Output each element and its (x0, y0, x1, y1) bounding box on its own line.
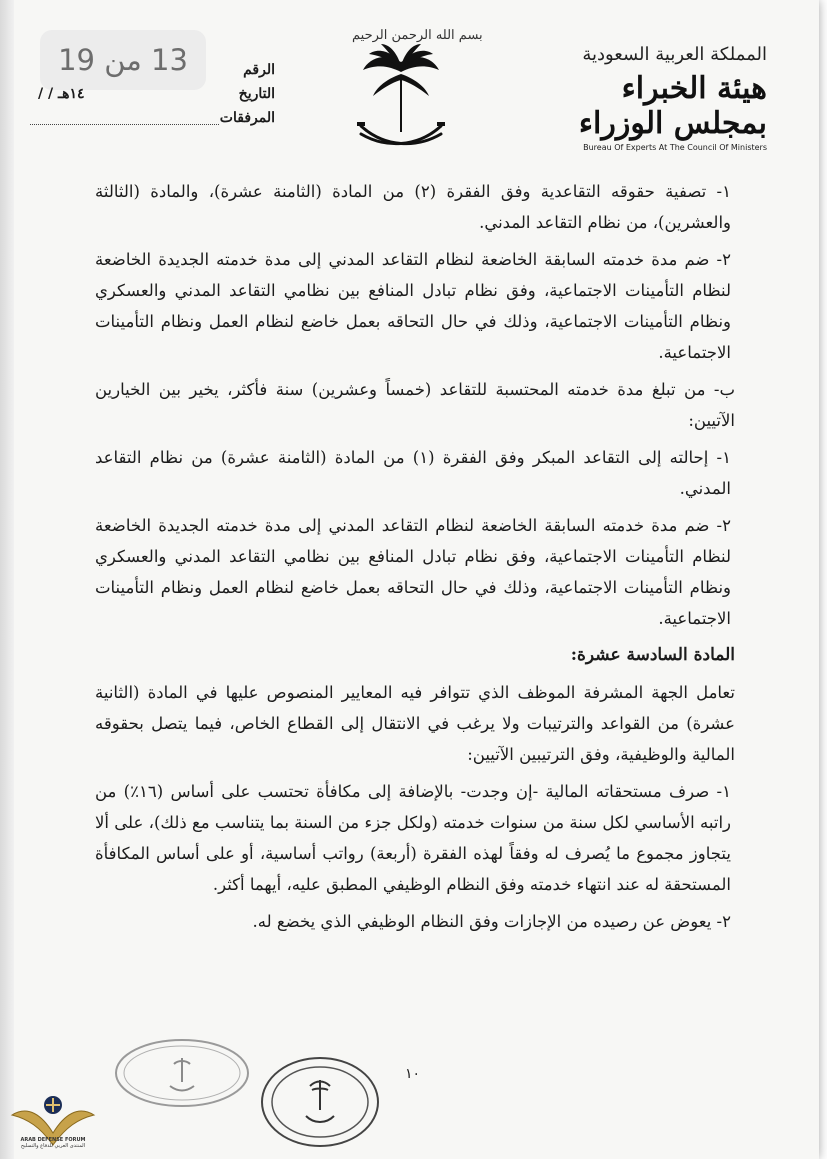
saudi-emblem-icon (355, 22, 447, 162)
date-row (30, 82, 275, 106)
reference-block (30, 58, 275, 130)
forum-name-english: ARAB DEFENSE FORUM (20, 1137, 86, 1143)
number-label: الرقم (243, 62, 275, 78)
official-stamp-center-icon (258, 1054, 382, 1150)
attachments-row (30, 106, 275, 130)
page-counter-text: 13 من 19 (58, 43, 188, 77)
article-intro: تعامل الجهة المشرفة الموظف الذي تتوافر فيه المعايير المنصوص عليها في المادة (الثانية عشرة) من القواعد والترتيبات ولا يرغب في الانتقال إلى القطاع الخاص، فيما يتصل بحقوقه المالية والوظيفية، وفق الترتيبين الآتيين: (95, 683, 735, 764)
clause-b2: ٢- ضم مدة خدمته السابقة الخاضعة لنظام التقاعد المدني إلى مدة خدمته الجديدة الخاضعة لنظام التأمينات الاجتماعية، وفق نظام تبادل المنافع بين نظامي التقاعد المدني والعسكري ونظام التأمينات الاجتماعية، وذلك في حال التحاقه بعمل خاضع لنظام العمل ونظام التأمينات الاجتماعية. (95, 516, 731, 628)
page-edge-shadow (0, 0, 14, 1159)
attachments-label: المرفقات (219, 110, 275, 126)
kingdom-name: المملكة العربية السعودية (582, 44, 767, 65)
forum-name-arabic: المنتدى العربي للدفاع والتسليح (20, 1143, 86, 1149)
attachments-value (30, 112, 219, 125)
clause-c2: ٢- يعوض عن رصيده من الإجازات وفق النظام الوظيفي الذي يخضع له. (252, 912, 731, 931)
clause-b-intro: ب- من تبلغ مدة خدمته المحتسبة للتقاعد (خمساً وعشرين) سنة فأكثر، يخير بين الخيارين الآتيين: (95, 380, 735, 430)
forum-watermark-text (10, 1137, 96, 1149)
clause-a1: ١- تصفية حقوقه التقاعدية وفق الفقرة (٢) من المادة (الثامنة عشرة)، والمادة (الثالثة والعشرين)، من نظام التقاعد المدني. (95, 182, 731, 232)
number-row (30, 58, 275, 82)
date-value: / / ١٤هـ (38, 86, 85, 102)
basmala: بسم الله الرحمن الرحيم (352, 28, 483, 43)
clause-c1: ١- صرف مستحقاته المالية -إن وجدت- بالإضافة إلى مكافأة تحتسب على أساس (١٦٪) من راتبه الأساسي لكل سنة من سنوات خدمته (ولكل جزء من السنة بما يتناسب مع ذلك)، على ألا يتجاوز مجموع ما يُصرف له وفقاً لهذه الفقرة (أربعة) رواتب أساسية، أو على أساس المكافأة المستحقة له عند انتهاء خدمته وفق النظام الوظيفي المطبق عليه، أيهما أكثر. (95, 782, 731, 894)
document-body (95, 176, 735, 943)
article-heading: المادة السادسة عشرة: (570, 645, 735, 665)
clause-b1: ١- إحالته إلى التقاعد المبكر وفق الفقرة (١) من المادة (الثامنة عشرة) من نظام التقاعد المدني. (95, 448, 731, 498)
bureau-name-arabic: هيئة الخبراء بمجلس الوزراء (578, 71, 767, 141)
page-number: ١٠ (405, 1066, 421, 1082)
official-stamp-left-icon (112, 1036, 252, 1110)
clause-a2: ٢- ضم مدة خدمته السابقة الخاضعة لنظام التقاعد المدني إلى مدة خدمته الجديدة الخاضعة لنظام التأمينات الاجتماعية، وفق نظام تبادل المنافع بين نظامي التقاعد المدني والعسكري ونظام التأمينات الاجتماعية، وذلك في حال التحاقه بعمل خاضع لنظام العمل ونظام التأمينات الاجتماعية. (95, 250, 731, 362)
date-label: التاريخ (238, 86, 275, 102)
bureau-name-english: Bureau Of Experts At The Council Of Ministers (583, 143, 767, 152)
issuer-header (537, 44, 767, 152)
